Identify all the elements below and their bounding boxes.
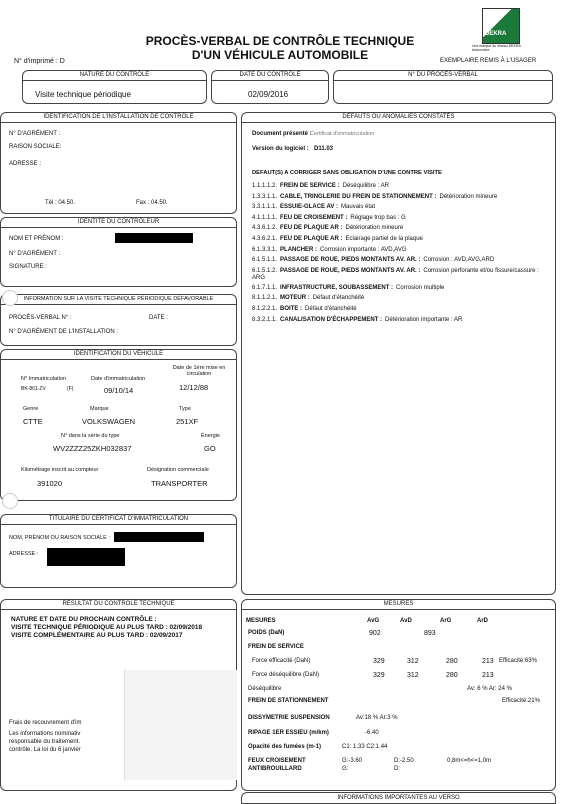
mesures-header: MESURES [242, 600, 555, 610]
info-line3: contrôle. La loi du 6 janvier [9, 747, 81, 753]
nature-value: Visite technique périodique [35, 90, 131, 99]
energie-label: Énergie [201, 433, 220, 439]
footer-box [241, 792, 556, 804]
force-deseq-avg: 329 [373, 672, 385, 679]
dekra-logo [482, 8, 520, 44]
info-line1: Les informations nominativ [9, 731, 81, 737]
defaut-desc: Eclairage partiel de la plaque [345, 236, 423, 242]
titulaire-header: TITULAIRE DU CERTIFICAT D'IMMATRICULATION [1, 515, 236, 525]
force-eff-label: Force efficacité (DaN) [252, 658, 311, 664]
immat-label: N° Immatriculation [21, 376, 66, 382]
defaut-item [252, 236, 552, 243]
controleur-header: IDENTITÉ DU CONTRÔLEUR [1, 218, 236, 228]
vehicule-header: IDENTIFICATION DU VÉHICULE [1, 350, 236, 360]
frais-text: Frais de recouvrement d'im [9, 720, 82, 726]
controleur-box [0, 217, 237, 287]
defaut-name: INFRASTRUCTURE, SOUBASSEMENT : [280, 284, 394, 291]
defaut-desc: Détérioration mineure [439, 193, 498, 200]
poids-av: 902 [369, 630, 381, 637]
defaut-item [252, 204, 552, 211]
type-value: 251XF [176, 417, 199, 426]
ripage-value: -6.40 [365, 730, 379, 736]
col-avd: AvD [400, 618, 412, 624]
marque-value: VOLKSWAGEN [82, 417, 136, 426]
defaut-desc: Corrosion perforante et/ou fissure/cassure : ARG [252, 267, 539, 281]
resultat-line3: VISITE COMPLÉMENTAIRE AU PLUS TARD : 02/09/2017 [11, 632, 183, 639]
force-deseq-ard: 213 [482, 672, 494, 679]
defaut-item [252, 268, 552, 282]
redaction-bar [114, 532, 204, 542]
punch-hole [2, 493, 18, 509]
resultat-line1: NATURE ET DATE DU PROCHAIN CONTRÔLE : [11, 616, 157, 623]
km-label: Kilométrage inscrit au compteur [21, 467, 99, 473]
mise-circ-value: 12/12/88 [179, 383, 209, 392]
defaut-item [252, 225, 552, 232]
date-box [211, 70, 329, 104]
force-eff-arg: 280 [446, 658, 458, 665]
defaut-code: 8.1.1.2.1. [252, 295, 278, 302]
designation-label: Désignation commerciale [147, 467, 209, 473]
defaut-item [252, 295, 552, 302]
mesures-box [241, 599, 556, 791]
defaut-name: PLANCHER : [280, 246, 318, 253]
defaut-item [252, 317, 552, 324]
defauts-section-title: DEFAUT(S) A CORRIGER SANS OBLIGATION D'UNE CONTRE VISITE [252, 170, 442, 176]
installation-box [0, 112, 237, 214]
force-deseq-avd: 312 [407, 672, 419, 679]
defaut-name: MOTEUR : [280, 295, 310, 302]
frein-stat-label: FREIN DE STATIONNEMENT [248, 698, 329, 704]
type-label: Type [179, 406, 191, 412]
defaut-name: PASSAGE DE ROUE, PIEDS MONTANTS AV. AR. : [280, 257, 421, 264]
genre-value: CTTE [23, 417, 43, 426]
defaut-desc: Défaut d'étanchéité [305, 306, 357, 312]
defaut-name: CANALISATION D'ÉCHAPPEMENT : [280, 316, 383, 323]
defaut-name: FREIN DE SERVICE : [280, 183, 340, 189]
defaut-item [252, 306, 552, 313]
force-deseq-arg: 280 [446, 672, 458, 679]
installation-adresse: ADRESSE : [9, 161, 42, 167]
defaut-desc: Détérioration importante : AR [385, 316, 463, 323]
defaut-name: FEU DE PLAQUE AR : [280, 236, 343, 242]
poids-label: POIDS (DaN) [248, 630, 285, 636]
designation-value: TRANSPORTER [151, 479, 208, 488]
controleur-signature: SIGNATURE : [9, 264, 47, 270]
document-value: Certificat d'immatriculation [310, 131, 375, 137]
col-arg: ArG [440, 618, 452, 624]
defaut-name: CABLE, TRINGLERIE DU FREIN DE STATIONNEMENT : [280, 193, 437, 200]
titulaire-nom: NOM, PRÉNOM OU RAISON SOCIALE : [9, 535, 110, 541]
date-immat-label: Date d'immatriculation [91, 376, 146, 382]
marque-label: Marque [90, 406, 109, 412]
dekra-logo-text: DEKRA [485, 31, 507, 37]
defaut-name: PASSAGE DE ROUE, PIEDS MONTANTS AV. AR. : [280, 267, 421, 274]
info-line2: responsable du traitement. [9, 739, 81, 745]
redaction-bar [47, 548, 125, 566]
installation-fax: Fax : 04.50. [136, 200, 168, 206]
installation-tel: Tél : 04.50. [45, 200, 76, 206]
defaut-desc: Mauvais état [341, 204, 376, 211]
dissym-label: DISSYMETRIE SUSPENSION [248, 715, 330, 721]
installation-header: IDENTIFICATION DE L'INSTALLATION DE CONTRÔLE [1, 113, 236, 123]
date-immat-value: 09/10/14 [104, 386, 134, 395]
defaut-desc: Corrosion : AVD,AVG,ARD [423, 257, 495, 264]
col-avg: AvG [367, 618, 380, 624]
serie-value: WV2ZZZ25ZKH032837 [53, 444, 132, 453]
defaut-code: 1.3.3.1.1. [252, 193, 278, 200]
defavorable-pv: PROCÈS-VERBAL N° : [9, 315, 72, 321]
punch-hole [2, 290, 18, 306]
defaut-code: 6.1.7.1.1. [252, 284, 278, 291]
efficacite-value: Efficacité:63% [499, 658, 537, 664]
defaut-item [252, 247, 552, 254]
defaut-name: FEU DE PLAQUE AR : [280, 225, 343, 232]
defaut-name: ESSUIE-GLACE AV : [280, 204, 339, 211]
immat-f: (F) [67, 386, 74, 392]
energie-value: GO [204, 444, 216, 453]
ripage-label: RIPAGE 1ER ESSIEU (m/km) [248, 730, 329, 736]
force-eff-avg: 329 [373, 658, 385, 665]
force-eff-avd: 312 [407, 658, 419, 665]
frein-stat-eff: Efficacité:21% [502, 698, 540, 704]
resultat-header: RÉSULTAT DU CONTRÔLE TECHNIQUE [1, 600, 236, 610]
defaut-name: BOITE : [280, 306, 303, 312]
defaut-name: FEU DE CROISEMENT : [280, 214, 348, 221]
stamp-overlay [124, 670, 237, 780]
antib-g: G: [342, 766, 349, 772]
dekra-logo-mark [483, 9, 519, 43]
defaut-item [252, 285, 552, 292]
defaut-code: 6.1.5.1.1. [252, 257, 278, 264]
date-header: DATE DU CONTRÔLE [212, 71, 328, 81]
defaut-desc: Détérioration mineure [345, 225, 404, 232]
defaut-item [252, 183, 552, 190]
defaut-code: 4.3.6.2.1. [252, 236, 278, 242]
defaut-item [252, 215, 552, 222]
installation-agrement: N° D'AGRÉMENT : [9, 131, 61, 137]
defaut-code: 3.3.1.1.1. [252, 204, 278, 211]
controleur-agrement: N° D'AGRÉMENT : [9, 251, 61, 257]
defaut-item [252, 194, 552, 201]
defauts-box [241, 112, 556, 595]
defauts-header: DÉFAUTS OU ANOMALIES CONSTATÉS [242, 113, 555, 123]
footer-info: INFORMATIONS IMPORTANTES AU VERSO [337, 795, 460, 801]
defaut-code: 4.1.1.1.1. [252, 214, 278, 221]
poids-ar: 893 [424, 630, 436, 637]
defavorable-date: DATE : [149, 315, 168, 321]
version-label: Version du logiciel : [252, 146, 309, 152]
feux-range: 0,8m<=h<=1,0m [447, 758, 492, 764]
force-deseq-label: Force déséquilibre (DaN) [252, 672, 320, 678]
defavorable-box [0, 294, 237, 346]
date-value: 02/09/2016 [248, 90, 289, 99]
defaut-code: 8.1.2.2.1. [252, 306, 278, 312]
defaut-desc: Corrosion multiple [396, 284, 445, 291]
titulaire-box [0, 514, 237, 588]
feux-d: D:-2.50 [394, 758, 414, 764]
mesures-col-label: MESURES [246, 618, 276, 624]
dissym-value: Av:18 % Ar:3 % [356, 715, 398, 721]
immat-value: BK-861-ZV [21, 386, 46, 392]
deseq-label: Déséquilibre [248, 686, 282, 692]
defaut-desc: Réglage trop bas : G [350, 214, 406, 221]
serie-label: N° dans la série du type [61, 433, 120, 439]
defaut-desc: Déséquilibre : AR [342, 183, 389, 189]
mise-circ-label: Date de 1ère mise en circulation [172, 365, 226, 377]
antib-label: ANTIBROUILLARD [248, 766, 302, 772]
opacite-value: C1: 1.33 C2:1.44 [342, 744, 388, 750]
defaut-desc: Défaut d'étanchéité [312, 295, 365, 302]
feux-g: G:-3.60 [342, 758, 363, 764]
titulaire-adresse: ADRESSE : [9, 551, 39, 557]
feux-label: FEUX CROISEMENT [248, 758, 306, 764]
installation-raison: RAISON SOCIALE: [9, 144, 62, 150]
frein-service-label: FREIN DE SERVICE [248, 644, 304, 650]
defaut-desc: Corrosion importante : AVD,AVG [320, 246, 407, 253]
imprime-label: N° d'imprimé : D [14, 58, 65, 65]
nature-header: NATURE DU CONTRÔLE [23, 71, 206, 81]
opacite-label: Opacité des fumées (m-1) [248, 744, 322, 750]
vehicule-box [0, 349, 237, 501]
defaut-code: 8.3.2.1.1. [252, 316, 278, 323]
antib-d: D: [394, 766, 400, 772]
col-ard: ArD [477, 618, 489, 624]
deseq-value: Av: 6 % Ar: 24 % [467, 686, 512, 692]
genre-label: Genre [23, 406, 39, 412]
page-title-2: D'UN VÉHICULE AUTOMOBILE [191, 48, 369, 62]
pv-box [333, 70, 553, 104]
defaut-item [252, 257, 552, 264]
defaut-code: 4.3.6.1.2. [252, 225, 278, 232]
nature-box [22, 70, 207, 104]
km-value: 391020 [37, 479, 63, 488]
page-title-1: PROCÈS-VERBAL DE CONTRÔLE TECHNIQUE [145, 34, 415, 48]
document-label: Document présenté : [252, 131, 312, 137]
defavorable-header: INFORMATION SUR LA VISITE TECHNIQUE PÉRIODIQUE DÉFAVORABLE [1, 295, 236, 305]
pv-header: N° DU PROCÈS-VERBAL [334, 71, 552, 81]
defaut-code: 1.1.1.1.2. [252, 183, 278, 189]
logo-caption: Une marque du réseau DEKRA Automotive [472, 44, 521, 52]
force-eff-ard: 213 [482, 658, 494, 665]
exemplaire-label: EXEMPLAIRE REMIS À L'USAGER [440, 58, 537, 64]
defavorable-agrement: N° D'AGRÉMENT DE L'INSTALLATION : [9, 329, 119, 335]
redaction-bar [115, 233, 193, 243]
version-value: D11.03 [314, 146, 334, 152]
controleur-nom: NOM ET PRÉNOM : [9, 236, 64, 242]
defaut-code: 6.1.5.1.2. [252, 267, 278, 274]
defaut-code: 6.1.3.3.1. [252, 246, 278, 253]
resultat-line2: VISITE TECHNIQUE PÉRIODIQUE AU PLUS TARD : 02/09/2018 [11, 624, 203, 631]
